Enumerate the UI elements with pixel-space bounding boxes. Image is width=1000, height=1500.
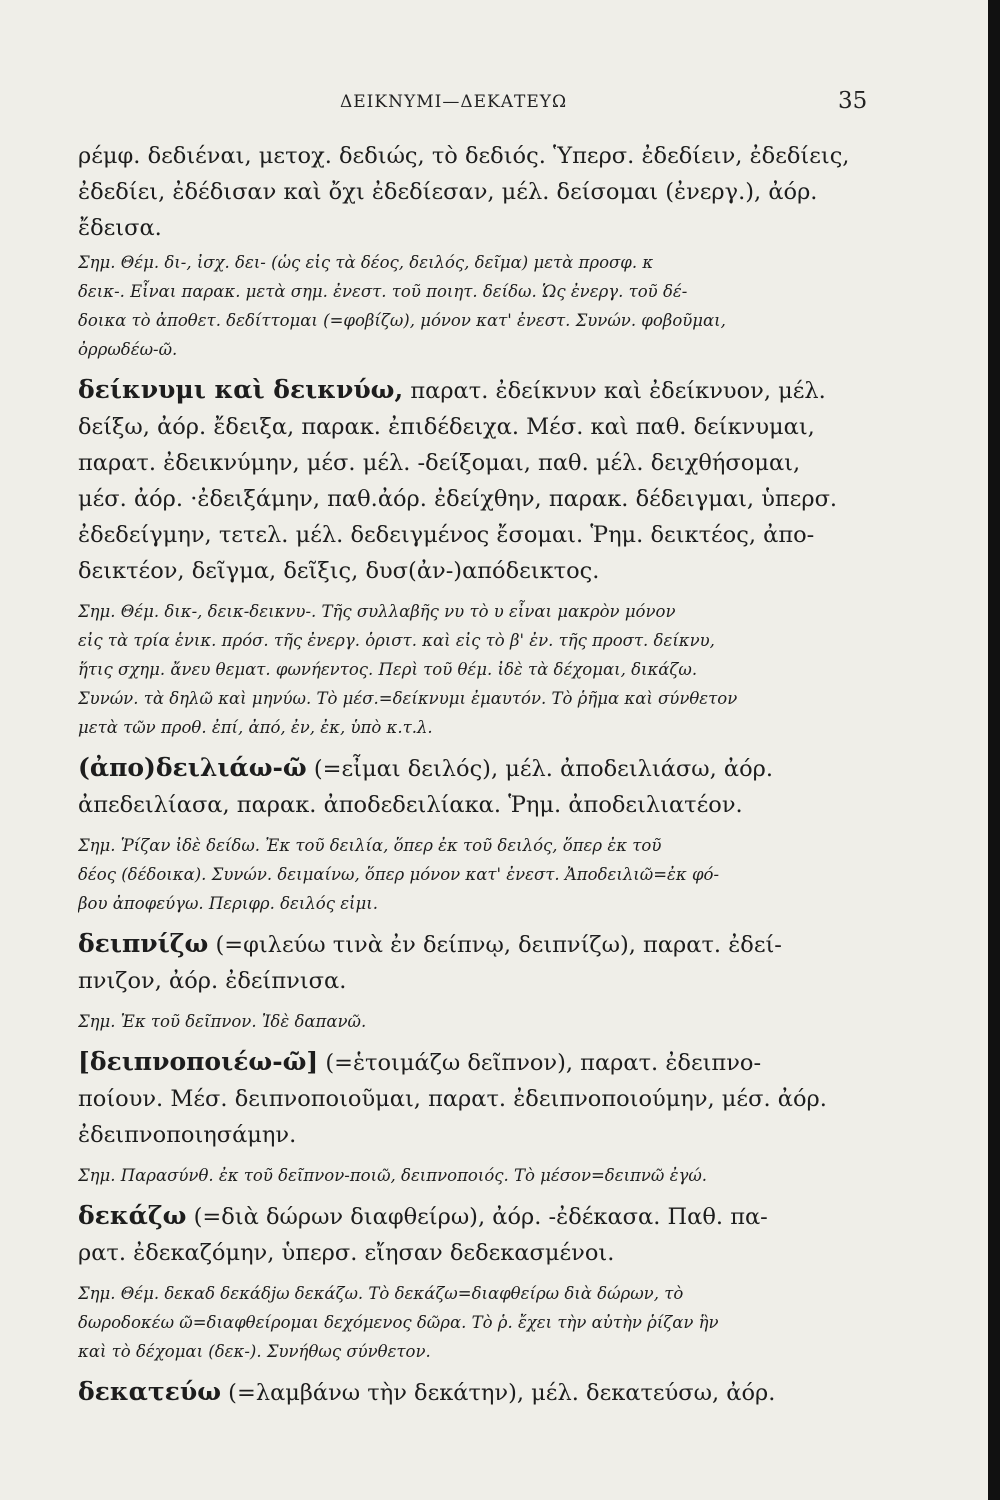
note-line: δοικα τὸ ἀποθετ. δεδίττομαι (=φοβίζω), μόνον κατ' ἐνεστ. Συνών. φοβοῦμαι, [78,311,726,330]
entry-text: (=διὰ δώρων διαφθείρω), ἀόρ. -ἐδέκασα. Παθ. πα- [186,1204,768,1230]
note-line: Σημ. Παρασύνθ. ἐκ τοῦ δεῖπνον-ποιῶ, δειπνοποιός. Τὸ μέσον=δειπνῶ ἐγώ. [78,1166,708,1185]
note-line: Σημ. Θέμ. δικ-, δεικ-δεικνυ-. Τῆς συλλαβῆς νυ τὸ υ εἶναι μακρὸν μόνον [78,602,676,621]
headword: δεκάζω [78,1201,187,1230]
page-number: 35 [838,88,868,114]
text-line [78,1198,878,1235]
text-line [78,750,878,787]
dictionary-entry [78,372,878,589]
dictionary-entry [78,1044,878,1153]
text-line: ἐδειπνοποιησάμην. [78,1122,297,1148]
text-line: ἐδεδίει, ἐδέδισαν καὶ ὄχι ἐδεδίεσαν, μέλ. δείσομαι (ἐνεργ.), ἀόρ. [78,179,818,205]
text-line: ρατ. ἐδεκαζόμην, ὑπερσ. εἴησαν δεδεκασμένοι. [78,1240,615,1266]
entry-text: (=φιλεύω τινὰ ἐν δείπνῳ, δειπνίζω), παρατ. ἐδεί- [208,932,782,958]
text-line: μέσ. ἀόρ. ·ἐδειξάμην, παθ.ἀόρ. ἐδείχθην, παρακ. δέδειγμαι, ὑπερσ. [78,486,838,512]
note-block [78,1161,878,1190]
note-line: Σημ. Ἐκ τοῦ δεῖπνον. Ἰδὲ δαπανῶ. [78,1012,367,1031]
note-line: δωροδοκέω ῶ=διαφθείρομαι δεχόμενος δῶρα. Τὸ ῥ. ἔχει τὴν αὐτὴν ῥίζαν ἣν [78,1313,719,1332]
text-line: ἐδεδείγμην, τετελ. μέλ. δεδειγμένος ἔσομαι. Ῥημ. δεικτέος, ἀπο- [78,522,815,548]
note-line: δέος (δέδοικα). Συνών. δειμαίνω, ὅπερ μόνον κατ' ἐνεστ. Ἀποδειλιῶ=ἐκ φό- [78,865,720,884]
note-block [78,1279,878,1366]
note-line: Σημ. Ῥίζαν ἰδὲ δείδω. Ἐκ τοῦ δειλία, ὅπερ ἐκ τοῦ δειλός, ὅπερ ἐκ τοῦ [78,836,662,855]
text-line: παρατ. ἐδεικνύμην, μέσ. μέλ. -δείξομαι, παθ. μέλ. δειχθήσομαι, [78,450,801,476]
headword: δείκνυμι καὶ δεικνύω, [78,375,404,404]
note-line: εἰς τὰ τρία ἑνικ. πρόσ. τῆς ἐνεργ. ὁριστ. καὶ εἰς τὸ β' ἐν. τῆς προστ. δείκνυ, [78,631,715,650]
note-line: βου ἀποφεύγω. Περιφρ. δειλός εἰμι. [78,894,378,913]
headword: δεκατεύω [78,1377,222,1406]
note-line: Συνών. τὰ δηλῶ καὶ μηνύω. Τὸ μέσ.=δείκνυμι ἐμαυτόν. Τὸ ῥῆμα καὶ σύνθετον [78,689,738,708]
entry-text: (=λαμβάνω τὴν δεκάτην), μέλ. δεκατεύσω, ἀόρ. [221,1380,776,1406]
dictionary-entry [78,1374,878,1411]
text-line: ποίουν. Μέσ. δειπνοποιοῦμαι, παρατ. ἐδειπνοποιούμην, μέσ. ἀόρ. [78,1086,827,1112]
text-line [78,926,878,963]
text-line: ρέμφ. δεδιέναι, μετοχ. δεδιώς, τὸ δεδιός. Ὑπερσ. ἐδεδίειν, ἐδεδίεις, [78,143,850,169]
text-line [78,372,878,409]
note-block [78,597,878,742]
note-line: καὶ τὸ δέχομαι (δεκ-). Συνήθως σύνθετον. [78,1342,431,1361]
note-line: δεικ-. Εἶναι παρακ. μετὰ σημ. ἐνεστ. τοῦ ποιητ. δείδω. Ὡς ἐνεργ. τοῦ δέ- [78,282,688,301]
entry-text: παρατ. ἐδείκνυν καὶ ἐδείκνυον, μέλ. [403,378,826,404]
page-header [0,88,988,124]
headword: δειπνίζω [78,929,209,958]
note-line: ἥτις σχημ. ἄνευ θεματ. φωνήεντος. Περὶ τοῦ θέμ. ἰδὲ τὰ δέχομαι, δικάζω. [78,660,698,679]
note-line: Σημ. Θέμ. δι-, ἰσχ. δει- (ὡς εἰς τὰ δέος, δειλός, δεῖμα) μετὰ προσφ. κ [78,253,654,272]
page-body [78,138,878,1411]
note-line: Σημ. Θέμ. δεκαδ δεκάδjω δεκάζω. Τὸ δεκάζω=διαφθείρω διὰ δώρων, τὸ [78,1284,684,1303]
headword: (ἀπο)δειλιάω-ῶ [78,753,307,782]
text-line: δεικτέον, δεῖγμα, δεῖξις, δυσ(ἀν-)απόδεικτος. [78,558,600,584]
text-line [78,1044,878,1081]
text-line: ἀπεδειλίασα, παρακ. ἀποδεδειλίακα. Ῥημ. ἀποδειλιατέον. [78,792,743,818]
note-block [78,1007,878,1036]
headword: [δειπνοποιέω-ῶ] [78,1047,319,1076]
text-line [78,1374,878,1411]
note-line: ὀρρωδέω-ῶ. [78,340,178,359]
dictionary-entry [78,750,878,823]
dictionary-entry [78,1198,878,1271]
text-line: πνιζον, ἀόρ. ἐδείπνισα. [78,968,347,994]
note-line: μετὰ τῶν προθ. ἐπί, ἀπό, ἐν, ἐκ, ὑπὸ κ.τ.λ. [78,718,433,737]
entry-text: (=εἶμαι δειλός), μέλ. ἀποδειλιάσω, ἀόρ. [306,756,774,782]
dictionary-entry [78,926,878,999]
entry-text: (=ἑτοιμάζω δεῖπνον), παρατ. ἐδειπνο- [318,1050,762,1076]
running-title: ΔΕΙΚΝΥΜΙ—ΔΕΚΑΤΕΥΩ [340,92,568,112]
note-block [78,248,878,364]
scan-edge [988,0,1000,1500]
note-block [78,831,878,918]
text-line: ἔδεισα. [78,215,162,241]
text-line: δείξω, ἀόρ. ἔδειξα, παρακ. ἐπιδέδειχα. Μέσ. καὶ παθ. δείκνυμαι, [78,414,815,440]
entry-continuation [78,138,878,246]
